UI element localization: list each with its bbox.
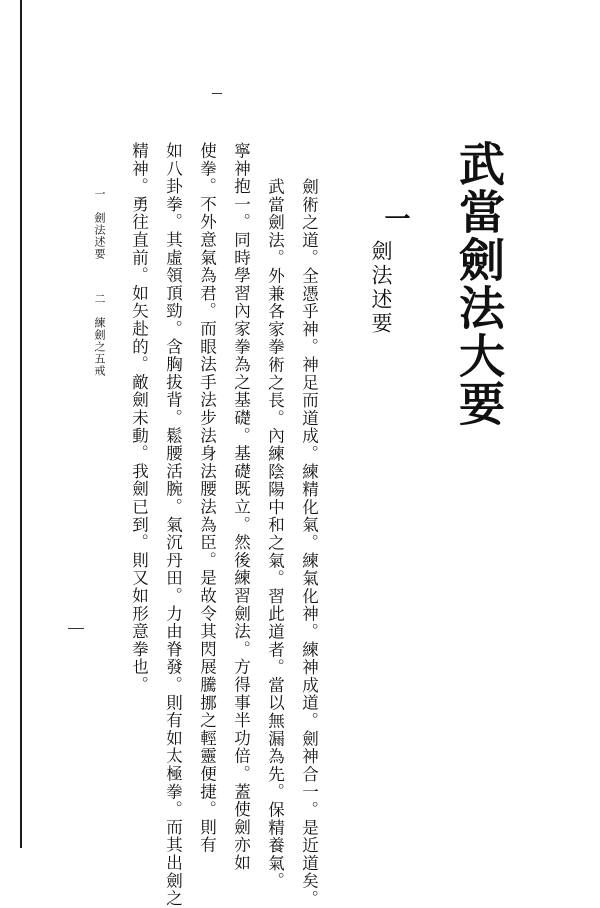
text-column: 武當劍法。外兼各家拳術之長。內練陰陽中和之氣。習此道者。當以無漏為先。保精養氣。	[265, 178, 285, 890]
text-column: 劍術之道。全憑乎神。神足而道成。練精化氣。練氣化神。練神成道。劍神合一。是近道矣。	[299, 178, 319, 908]
page-title: 武當劍法大要	[452, 140, 506, 428]
section-title: 劍法述要	[369, 240, 393, 336]
section-number: 一	[380, 205, 410, 231]
text-column: 如八卦拳。其虛領頂勁。含胸拔背。鬆腰活腕。氣沉丹田。力由脊發。則有如太極拳。而其出劍之	[163, 142, 183, 908]
text-column: 使拳。不外意氣為君。而眼法手法步法身法腰法為臣。是故令其閃展騰挪之輕靈便捷。則有	[197, 142, 217, 854]
scan-mark	[68, 628, 84, 629]
footer-section-one: 一 劍法述要	[93, 188, 106, 260]
text-column: 寧神抱一。同時學習內家拳為之基礎。基礎既立。然後練習劍法。方得事半功倍。蓋使劍亦如	[231, 142, 251, 872]
text-column: 精神。勇往直前。如矢赴的。敵劍未動。我劍已到。則又如形意拳也。	[129, 142, 149, 694]
scan-mark	[212, 93, 222, 94]
page-edge	[20, 0, 22, 848]
footer-section-two: 二 練劍之五戒	[93, 293, 106, 377]
